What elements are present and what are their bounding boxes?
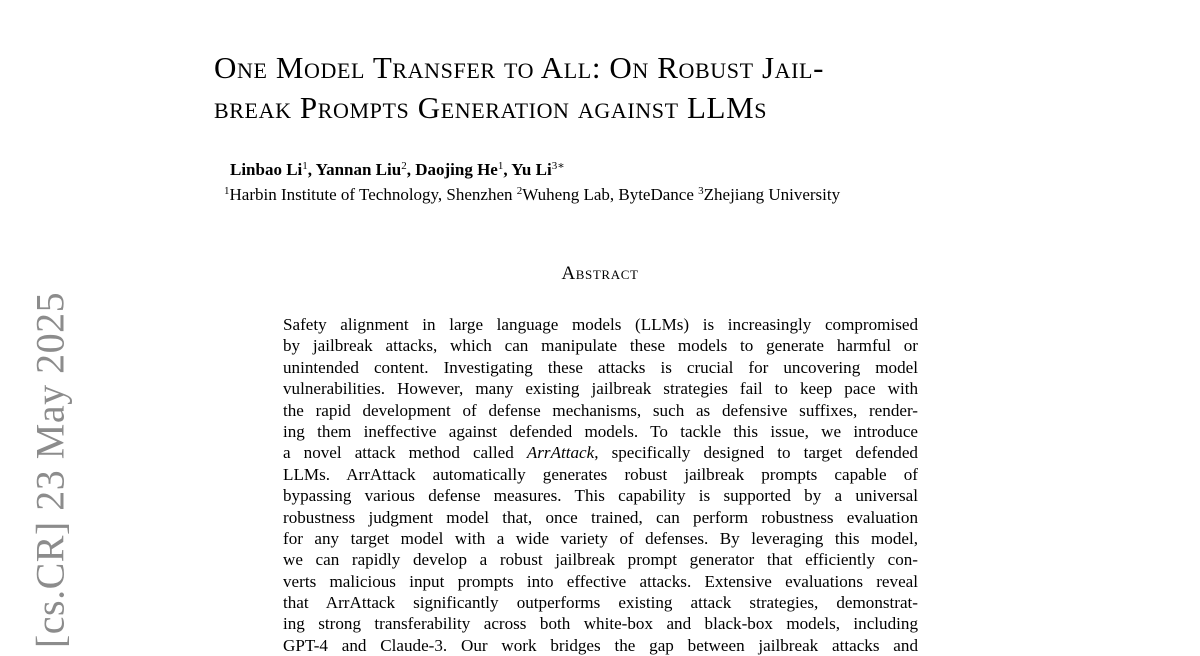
author-list (230, 160, 565, 180)
abstract-line: bypassing various defense measures. This capability is supported by a universal (283, 486, 918, 506)
author-name: Daojing He (415, 160, 498, 179)
abstract-line: we can rapidly develop a robust jailbreak prompt generator that efficiently con- (283, 550, 918, 570)
affiliation-name: Zhejiang University (703, 185, 841, 204)
abstract-line: Safety alignment in large language models (LLMs) is increasingly compromised (283, 315, 918, 334)
abstract-line: robustness judgment model that, once trained, can perform robustness evaluation (283, 507, 918, 527)
abstract-line: ing strong transferability across both white-box and black-box models, including (283, 614, 918, 634)
title-line-1: One Model Transfer to All: On Robust Jail- (214, 50, 824, 85)
abstract-line: GPT-4 and Claude-3. Our work bridges the gap between jailbreak attacks and (283, 635, 918, 655)
author-name: Yannan Liu (315, 160, 402, 179)
author-affil-mark: 1 (302, 160, 308, 172)
abstract-line: by jailbreak attacks, which can manipulate these models to generate harmful or (283, 336, 918, 356)
affiliation-mark: 3 (698, 185, 704, 197)
abstract-text-fragment: , specifically designed to target defended (594, 443, 918, 463)
abstract-heading (0, 263, 1200, 285)
abstract-heading-text: Abstract (561, 263, 639, 284)
abstract-line-with-method-name (283, 442, 918, 463)
author-affil-mark: 1 (497, 160, 504, 172)
title-line-2: break Prompts Generation against LLMs (214, 90, 768, 125)
arxiv-stamp-text: [cs.CR] 23 May 2025 (27, 291, 73, 649)
abstract-line: ing them ineffective against defended models. To tackle this issue, we introduce (283, 421, 918, 441)
author-name: Linbao Li (230, 160, 303, 179)
abstract-line: the rapid development of defense mechanisms, such as defensive suffixes, render- (283, 400, 918, 420)
affiliation-list (224, 185, 840, 205)
author-name: Yu Li (511, 160, 552, 179)
author-separator: , (503, 160, 512, 179)
abstract-body (283, 314, 918, 656)
method-name-italic: ArrAttack (526, 443, 595, 463)
affiliation-name: Harbin Institute of Technology, Shenzhen (229, 185, 517, 204)
abstract-line: unintended content. Investigating these attacks is crucial for uncovering model (283, 357, 918, 377)
abstract-line: LLMs. ArrAttack automatically generates robust jailbreak prompts capable of (283, 464, 918, 484)
abstract-line: vulnerabilities. However, many existing jailbreak strategies fail to keep pace with (283, 379, 918, 399)
affiliation-mark: 1 (224, 185, 230, 197)
author-separator: , (307, 160, 316, 179)
author-affil-mark: 3∗ (551, 160, 565, 172)
author-separator: , (406, 160, 416, 179)
abstract-line: for any target model with a wide variety of defenses. By leveraging this model, (283, 528, 918, 548)
paper-title (214, 48, 1014, 128)
affiliation-mark: 2 (516, 185, 523, 197)
author-affil-mark: 2 (401, 160, 407, 172)
abstract-text-fragment: a novel attack method called (283, 443, 527, 463)
abstract-line: verts malicious input prompts into effective attacks. Extensive evaluations reveal (283, 571, 918, 591)
abstract-line: that ArrAttack significantly outperforms existing attack strategies, demonstrat- (283, 593, 918, 613)
affiliation-name: Wuheng Lab, ByteDance (522, 185, 699, 204)
